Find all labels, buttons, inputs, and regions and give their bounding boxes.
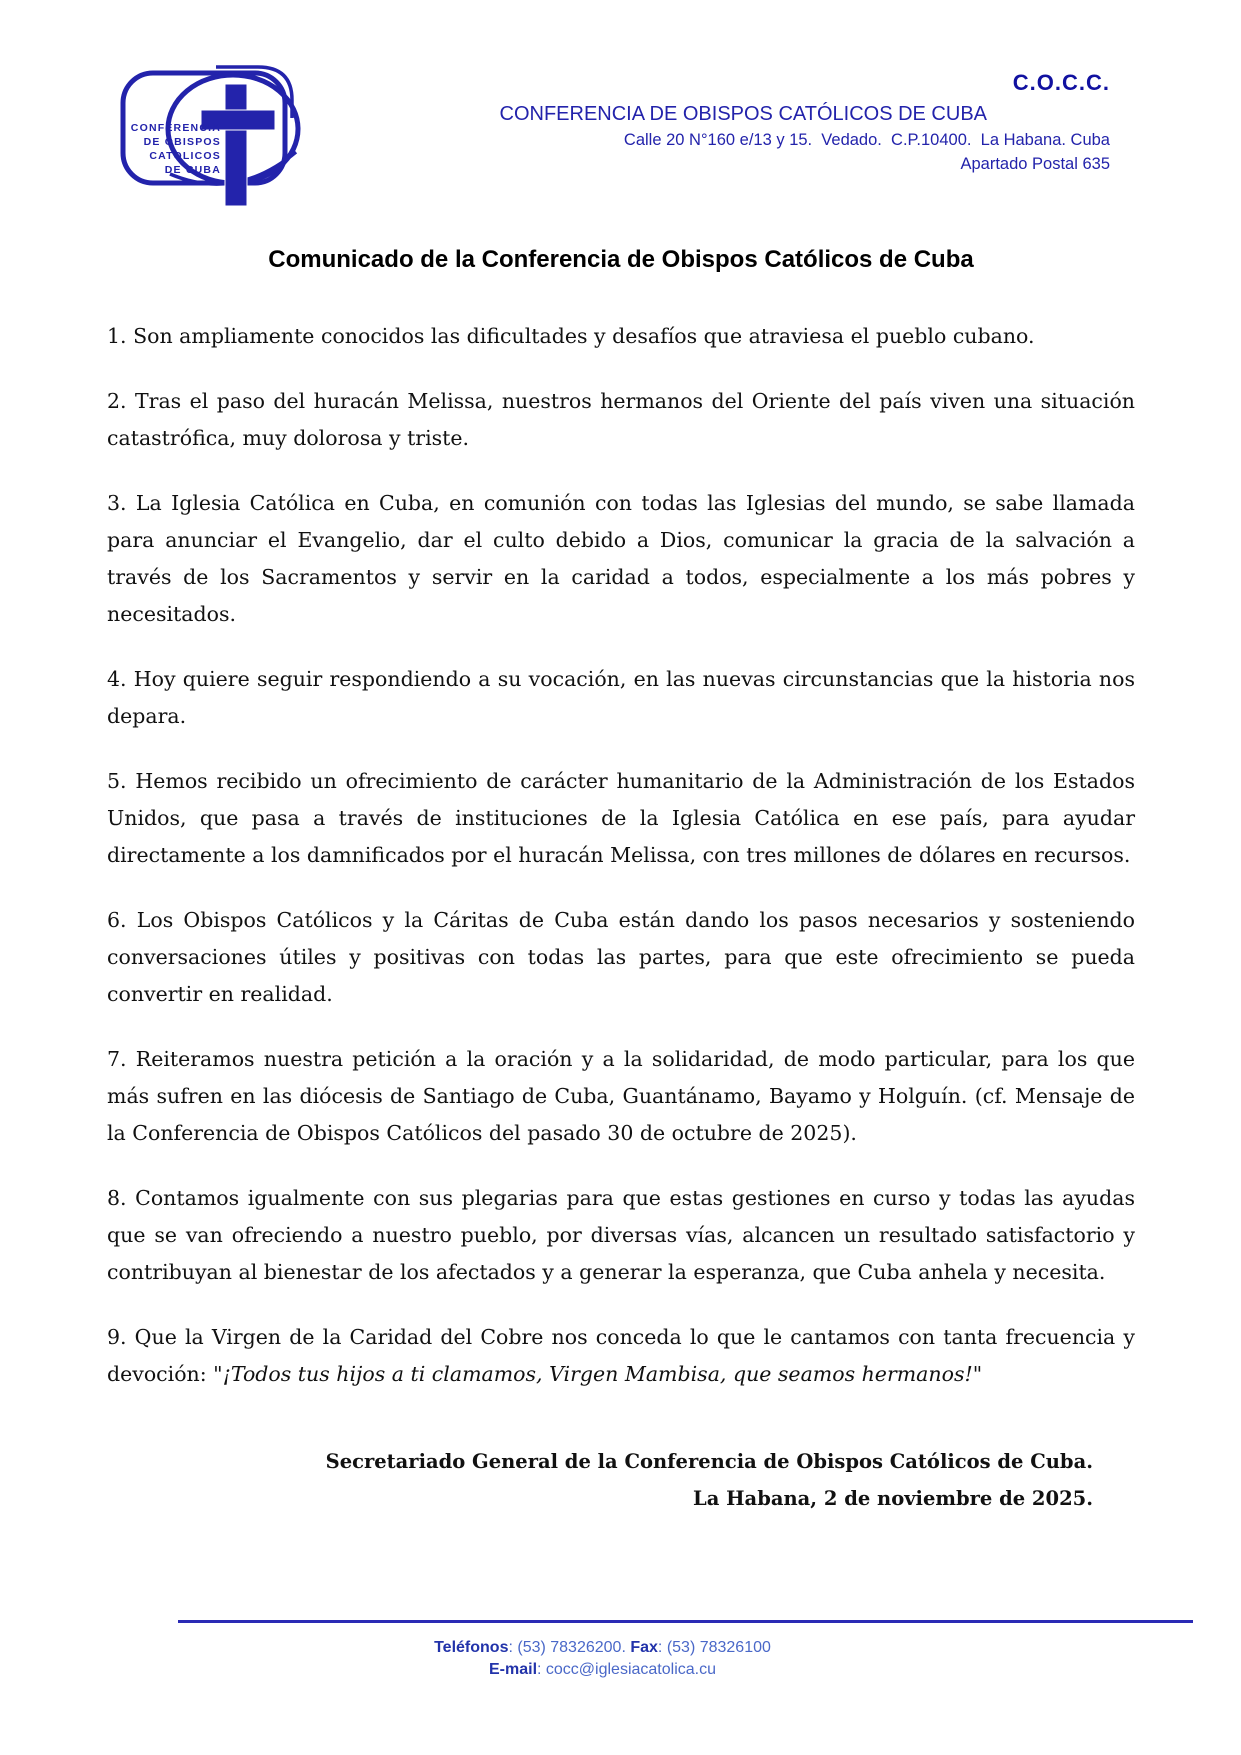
document-title: Comunicado de la Conferencia de Obispos Católicos de Cuba bbox=[268, 246, 974, 273]
paragraph-9 bbox=[107, 1319, 1135, 1393]
logo-text-line4: DE CUBA bbox=[164, 164, 221, 176]
cocc-logo bbox=[108, 60, 308, 210]
paragraph-8: 8. Contamos igualmente con sus plegarias para que estas gestiones en curso y todas las ayudas que se van ofreciendo a nuestro pueblo, por diversas vías, alcancen un resultado satisfactorio y contribuyan al bienestar de los afectados y a generar la esperanza, que Cuba anhela y necesita. bbox=[107, 1186, 1135, 1284]
organization-name: CONFERENCIA DE OBISPOS CATÓLICOS DE CUBA bbox=[499, 103, 987, 125]
letterhead bbox=[0, 0, 1241, 220]
footer-contact bbox=[100, 1637, 1105, 1681]
po-box-line: Apartado Postal 635 bbox=[960, 155, 1110, 173]
footer-divider bbox=[178, 1620, 1193, 1623]
signature-date: La Habana, 2 de noviembre de 2025. bbox=[693, 1487, 1093, 1510]
paragraph-5: 5. Hemos recibido un ofrecimiento de carácter humanitario de la Administración de los Estados Unidos, que pasa a través de instituciones de la Iglesia Católica en ese país, para ayudar directamente a los damnificados por el huracán Melissa, con tres millones de dólares en recursos. bbox=[107, 769, 1135, 867]
signature-block bbox=[107, 1443, 1135, 1517]
paragraph-3: 3. La Iglesia Católica en Cuba, en comunión con todas las Iglesias del mundo, se sabe llamada para anunciar el Evangelio, dar el culto debido a Dios, comunicar la gracia de la salvación a través de los Sacramentos y servir en la caridad a todos, especialmente a los más pobres y necesitados. bbox=[107, 491, 1135, 626]
paragraph-9-quote: ¡Todos tus hijos a ti clamamos, Virgen Mambisa, que seamos hermanos! bbox=[222, 1362, 973, 1386]
email-label: E-mail bbox=[489, 1661, 538, 1678]
email-value: : cocc@iglesiacatolica.cu bbox=[537, 1661, 716, 1678]
phones-value: : (53) 78326200. bbox=[508, 1639, 631, 1656]
paragraph-4: 4. Hoy quiere seguir respondiendo a su vocación, en las nuevas circunstancias que la historia nos depara. bbox=[107, 667, 1135, 728]
paragraph-7: 7. Reiteramos nuestra petición a la oración y a la solidaridad, de modo particular, para los que más sufren en las diócesis de Santiago de Cuba, Guantánamo, Bayamo y Holguín. (cf. Mensaje de la Conferencia de Obispos Católicos del pasado 30 de octubre de 2025). bbox=[107, 1047, 1135, 1145]
fax-value: : (53) 78326100 bbox=[657, 1639, 771, 1656]
bishops-conference-cross-icon bbox=[108, 60, 308, 210]
letter-body bbox=[107, 246, 1135, 1517]
phones-label: Teléfonos bbox=[434, 1639, 509, 1656]
paragraph-9-lead: 9. Que la Virgen de la Caridad del Cobre nos conceda lo que le cantamos con tanta frecuencia y devoción: " bbox=[107, 1325, 1135, 1386]
fax-label: Fax bbox=[630, 1639, 658, 1656]
acronym: C.O.C.C. bbox=[1012, 70, 1110, 95]
logo-text-line2: DE OBISPOS bbox=[143, 136, 221, 148]
footer-email-line bbox=[100, 1659, 1105, 1681]
letterhead-text bbox=[500, 70, 1111, 174]
address-line: Calle 20 N°160 e/13 y 15. Vedado. C.P.10400. La Habana. Cuba bbox=[623, 131, 1110, 149]
signature-line: Secretariado General de la Conferencia de Obispos Católicos de Cuba. bbox=[325, 1450, 1093, 1473]
paragraph-9-tail: " bbox=[972, 1362, 983, 1386]
logo-text-line1: CONFERENCIA bbox=[130, 122, 221, 134]
paragraph-1: 1. Son ampliamente conocidos las dificultades y desafíos que atraviesa el pueblo cubano. bbox=[107, 324, 1035, 348]
paragraph-6: 6. Los Obispos Católicos y la Cáritas de Cuba están dando los pasos necesarios y sosteniendo conversaciones útiles y positivas con todas las partes, para que este ofrecimiento se pueda convertir en realidad. bbox=[107, 908, 1135, 1006]
paragraph-2: 2. Tras el paso del huracán Melissa, nuestros hermanos del Oriente del país viven una situación catastrófica, muy dolorosa y triste. bbox=[107, 389, 1135, 450]
logo-text-line3: CATOLICOS bbox=[149, 150, 221, 162]
footer-phones-line bbox=[100, 1637, 1105, 1659]
